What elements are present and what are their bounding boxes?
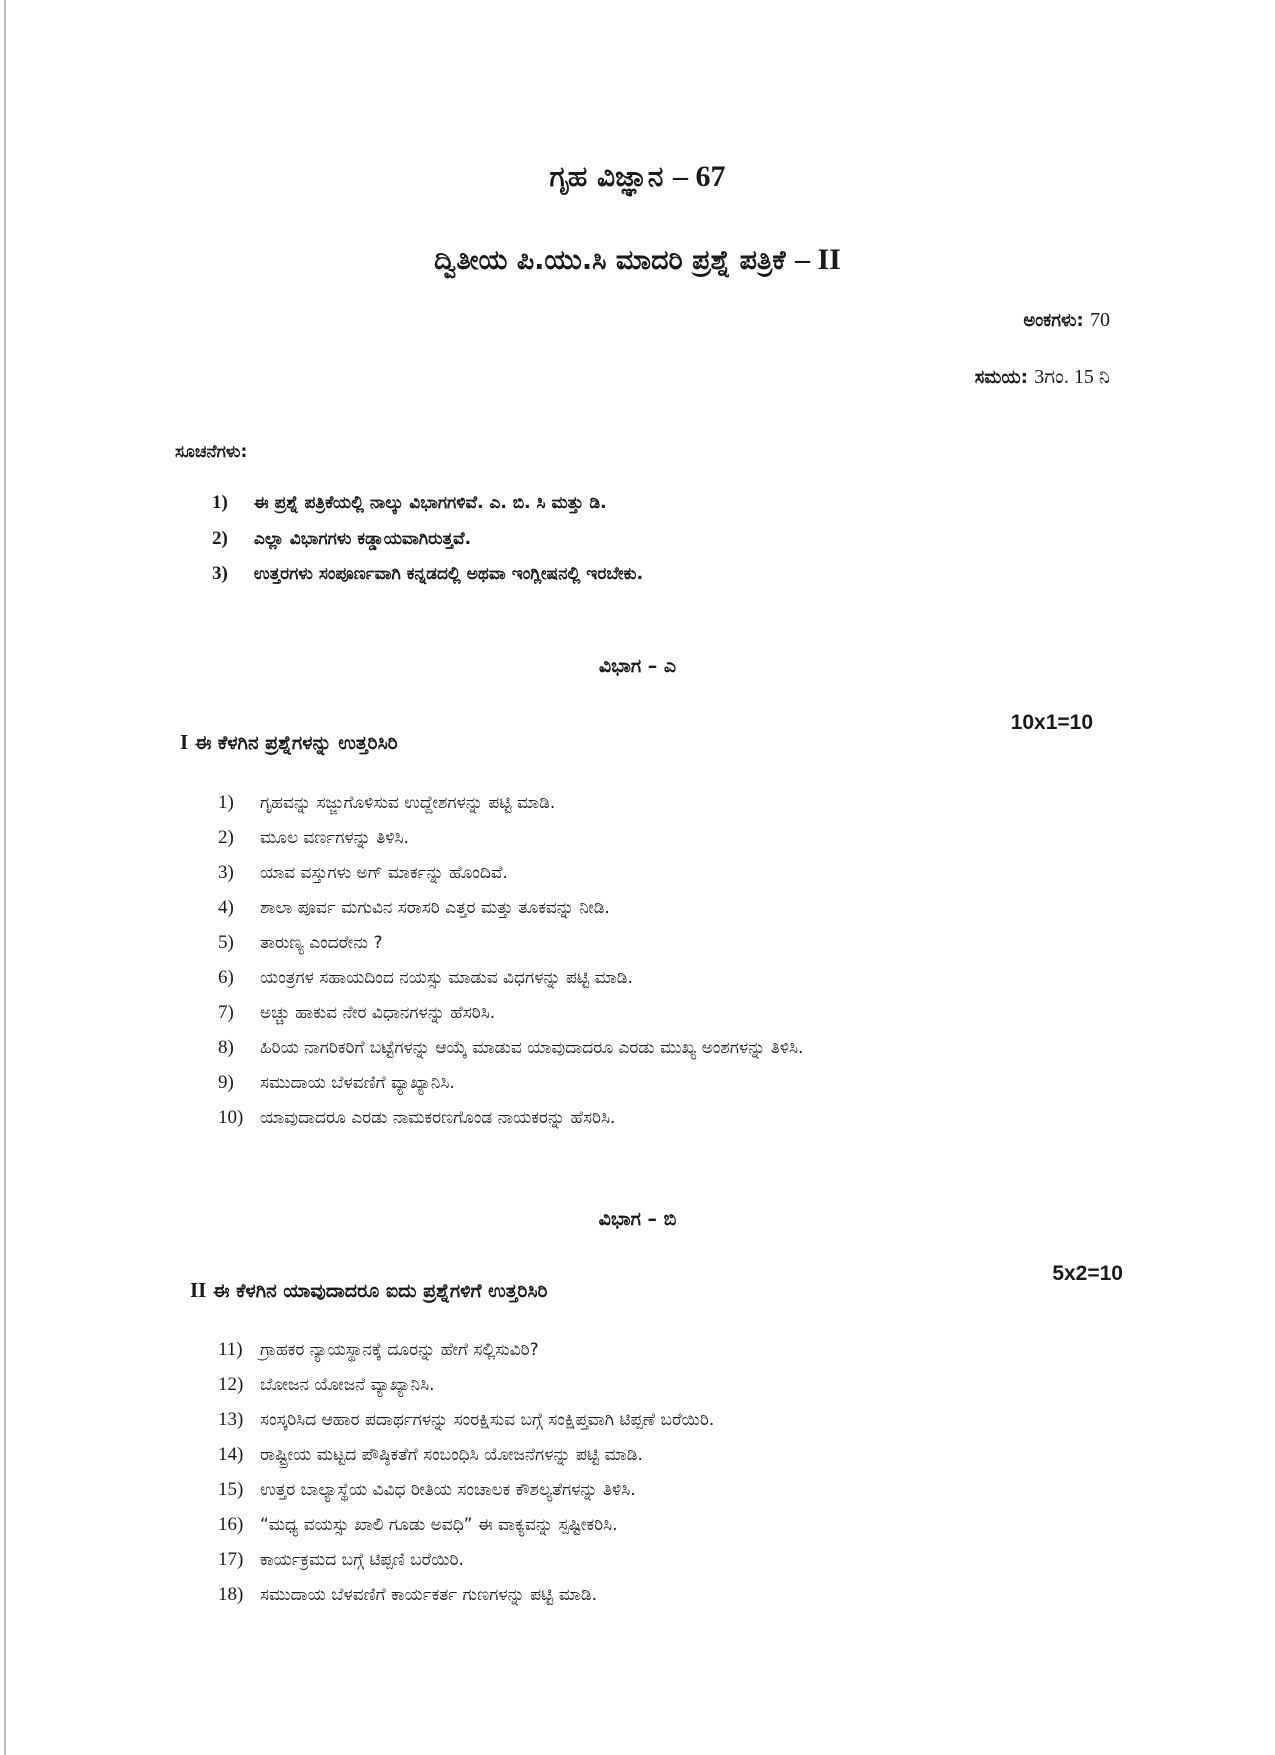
question-number: 8) (218, 1037, 234, 1058)
marks-label: ಅಂಕಗಳು: (1023, 310, 1084, 331)
question-number: 17) (218, 1549, 244, 1570)
question-number: 1) (218, 792, 234, 813)
section-a-roman: I (180, 730, 189, 754)
question-number: 14) (218, 1444, 244, 1465)
section-b-marks: 5x2=10 (1052, 1262, 1123, 1285)
instruction-number: 3) (212, 563, 228, 584)
question-item (218, 1339, 539, 1361)
question-text: ಅಚ್ಚು ಹಾಕುವ ನೇರ ವಿಧಾನಗಳನ್ನು ಹೆಸರಿಸಿ. (260, 1003, 496, 1023)
instructions-heading: ಸೂಚನೆಗಳು: (175, 442, 248, 462)
question-number: 18) (218, 1584, 244, 1605)
question-text: ಬೋಜನ ಯೋಜನೆ ವ್ಯಾಖ್ಯಾನಿಸಿ. (260, 1375, 435, 1395)
section-b-heading: ವಿಭಾಗ – ಬಿ (598, 1208, 677, 1230)
question-text: “ಮಧ್ಯ ವಯಸ್ಸು ಖಾಲಿ ಗೂಡು ಅವಧಿ” ಈ ವಾಕ್ಯವನ್ನು ಸ್ಪಷ್ಟೀಕರಿಸಿ. (260, 1515, 618, 1535)
instruction-item (212, 563, 643, 585)
question-text: ಯಾವ ವಸ್ತುಗಳು ಅಗ್ ಮಾರ್ಕನ್ನು ಹೊಂದಿವೆ. (260, 863, 508, 883)
question-item (218, 1409, 714, 1431)
question-number: 6) (218, 967, 234, 988)
time-value: 3ಗಂ. 15 ನಿ (1034, 366, 1110, 388)
instruction-item (212, 528, 471, 550)
subtitle-code: – II (795, 243, 841, 276)
question-text: ಗೃಹವನ್ನು ಸಜ್ಜುಗೊಳಿಸುವ ಉದ್ದೇಶಗಳನ್ನು ಪಟ್ಟಿ ಮಾಡಿ. (260, 793, 556, 813)
section-b-instruction (190, 1278, 548, 1303)
question-text: ಹಿರಿಯ ನಾಗರಿಕರಿಗೆ ಬಟ್ಟೆಗಳನ್ನು ಆಯ್ಕೆ ಮಾಡುವ ಯಾವುದಾದರೂ ಎರಡು ಮುಖ್ಯ ಅಂಶಗಳನ್ನು ತಿಳಿಸಿ. (260, 1038, 804, 1058)
question-number: 9) (218, 1072, 234, 1093)
section-a-marks: 10x1=10 (1010, 711, 1093, 734)
question-item (218, 967, 633, 989)
marks-value: 70 (1090, 309, 1110, 331)
page-title (0, 160, 1275, 194)
title-code: – 67 (673, 160, 726, 193)
instruction-text: ಈ ಪ್ರಶ್ನೆ ಪತ್ರಿಕೆಯಲ್ಲಿ ನಾಲ್ಕು ವಿಭಾಗಗಳಿವೆ. ಎ. ಬಿ. ಸಿ ಮತ್ತು ಡಿ. (253, 493, 607, 513)
question-text: ಯಾವುದಾದರೂ ಎರಡು ನಾಮಕರಣಗೊಂಡ ನಾಯಕರನ್ನು ಹೆಸರಿಸಿ. (260, 1108, 616, 1128)
question-text: ಮೂಲ ವರ್ಣಗಳನ್ನು ತಿಳಿಸಿ. (260, 828, 409, 848)
question-number: 10) (218, 1107, 244, 1128)
instruction-number: 2) (212, 528, 228, 549)
question-item (218, 862, 508, 884)
subtitle-kannada: ದ್ವಿತೀಯ ಪಿ.ಯು.ಸಿ ಮಾದರಿ ಪ್ರಶ್ನೆ ಪತ್ರಿಕೆ (434, 245, 786, 276)
question-item (218, 1002, 495, 1024)
question-item (218, 1107, 615, 1129)
time-label: ಸಮಯ: (974, 367, 1028, 388)
section-b-roman: II (190, 1278, 207, 1302)
question-text: ಸಮುದಾಯ ಬೆಳವಣಿಗೆ ವ್ಯಾಖ್ಯಾನಿಸಿ. (260, 1073, 455, 1093)
question-number: 15) (218, 1479, 244, 1500)
question-item (218, 1444, 643, 1466)
instruction-text: ಉತ್ತರಗಳು ಸಂಪೂರ್ಣವಾಗಿ ಕನ್ನಡದಲ್ಲಿ ಅಥವಾ ಇಂಗ್ಲೀಷನಲ್ಲಿ ಇರಬೇಕು. (253, 564, 644, 584)
question-text: ಉತ್ತರ ಬಾಲ್ಯಾಸ್ಥೆಯ ವಿವಿಧ ರೀತಿಯ ಸಂಚಾಲಕ ಕೌಶಲ್ಯತೆಗಳನ್ನು ತಿಳಿಸಿ. (260, 1480, 636, 1500)
question-text: ಗ್ರಾಹಕರ ನ್ಯಾಯಸ್ಥಾನಕ್ಕೆ ದೂರನ್ನು ಹೇಗೆ ಸಲ್ಲಿಸುವಿರಿ? (260, 1340, 539, 1360)
question-text: ಕಾರ್ಯಕ್ರಮದ ಬಗ್ಗೆ ಟಿಪ್ಪಣಿ ಬರೆಯಿರಿ. (260, 1550, 464, 1570)
question-number: 2) (218, 827, 234, 848)
instruction-text: ಎಲ್ಲಾ ವಿಭಾಗಗಳು ಕಡ್ಡಾಯವಾಗಿರುತ್ತವೆ. (253, 529, 472, 549)
question-number: 3) (218, 862, 234, 883)
question-text: ಸಂಸ್ಕರಿಸಿದ ಆಹಾರ ಪದಾರ್ಥಗಳನ್ನು ಸಂರಕ್ಷಿಸುವ ಬಗ್ಗೆ ಸಂಕ್ಷಿಪ್ತವಾಗಿ ಟಿಪ್ಪಣೆ ಬರೆಯಿರಿ. (260, 1410, 715, 1430)
question-item (218, 897, 610, 919)
title-kannada: ಗೃಹ ವಿಜ್ಞಾನ (549, 160, 664, 193)
question-item (218, 1072, 455, 1094)
question-item (218, 1584, 597, 1606)
exam-time (975, 366, 1110, 389)
section-a-instruction-text: ಈ ಕೆಳಗಿನ ಪ್ರಶ್ನೆಗಳನ್ನು ಉತ್ತರಿಸಿರಿ (194, 732, 398, 754)
question-item (218, 1037, 803, 1059)
question-text: ಸಮುದಾಯ ಬೆಳವಣಿಗೆ ಕಾರ್ಯಕರ್ತ ಗುಣಗಳನ್ನು ಪಟ್ಟಿ ಮಾಡಿ. (260, 1585, 598, 1605)
question-number: 13) (218, 1409, 244, 1430)
question-item (218, 1514, 618, 1536)
question-text: ರಾಷ್ಟ್ರೀಯ ಮಟ್ಟದ ಪೌಷ್ಠಿಕತೆಗೆ ಸಂಬಂಧಿಸಿ ಯೋಜನೆಗಳನ್ನು ಪಟ್ಟಿ ಮಾಡಿ. (260, 1445, 643, 1465)
total-marks (1023, 309, 1110, 332)
question-item (218, 1374, 435, 1396)
question-item (218, 792, 555, 814)
question-number: 5) (218, 932, 234, 953)
question-text: ಯಂತ್ರಗಳ ಸಹಾಯದಿಂದ ನಯಸ್ಸು ಮಾಡುವ ವಿಧಗಳನ್ನು ಪಟ್ಟಿ ಮಾಡಿ. (260, 968, 633, 988)
section-b-instruction-text: ಈ ಕೆಳಗಿನ ಯಾವುದಾದರೂ ಐದು ಪ್ರಶ್ನೆಗಳಿಗೆ ಉತ್ತರಿಸಿರಿ (212, 1280, 548, 1302)
question-number: 11) (218, 1339, 243, 1360)
question-number: 12) (218, 1374, 244, 1395)
question-number: 7) (218, 1002, 234, 1023)
section-a-instruction (180, 730, 398, 755)
question-item (218, 1479, 636, 1501)
question-item (218, 932, 383, 954)
question-item (218, 1549, 464, 1571)
question-text: ಶಾಲಾ ಪೂರ್ವ ಮಗುವಿನ ಸರಾಸರಿ ಎತ್ತರ ಮತ್ತು ತೂಕವನ್ನು ನೀಡಿ. (260, 898, 610, 918)
instruction-number: 1) (212, 492, 228, 513)
question-number: 4) (218, 897, 234, 918)
instruction-item (212, 492, 607, 514)
page-subtitle (0, 243, 1275, 277)
question-number: 16) (218, 1514, 244, 1535)
section-a-heading: ವಿಭಾಗ – ಎ (598, 655, 677, 677)
question-text: ತಾರುಣ್ಯ ಎಂದರೇನು ? (260, 933, 383, 953)
question-item (218, 827, 409, 849)
